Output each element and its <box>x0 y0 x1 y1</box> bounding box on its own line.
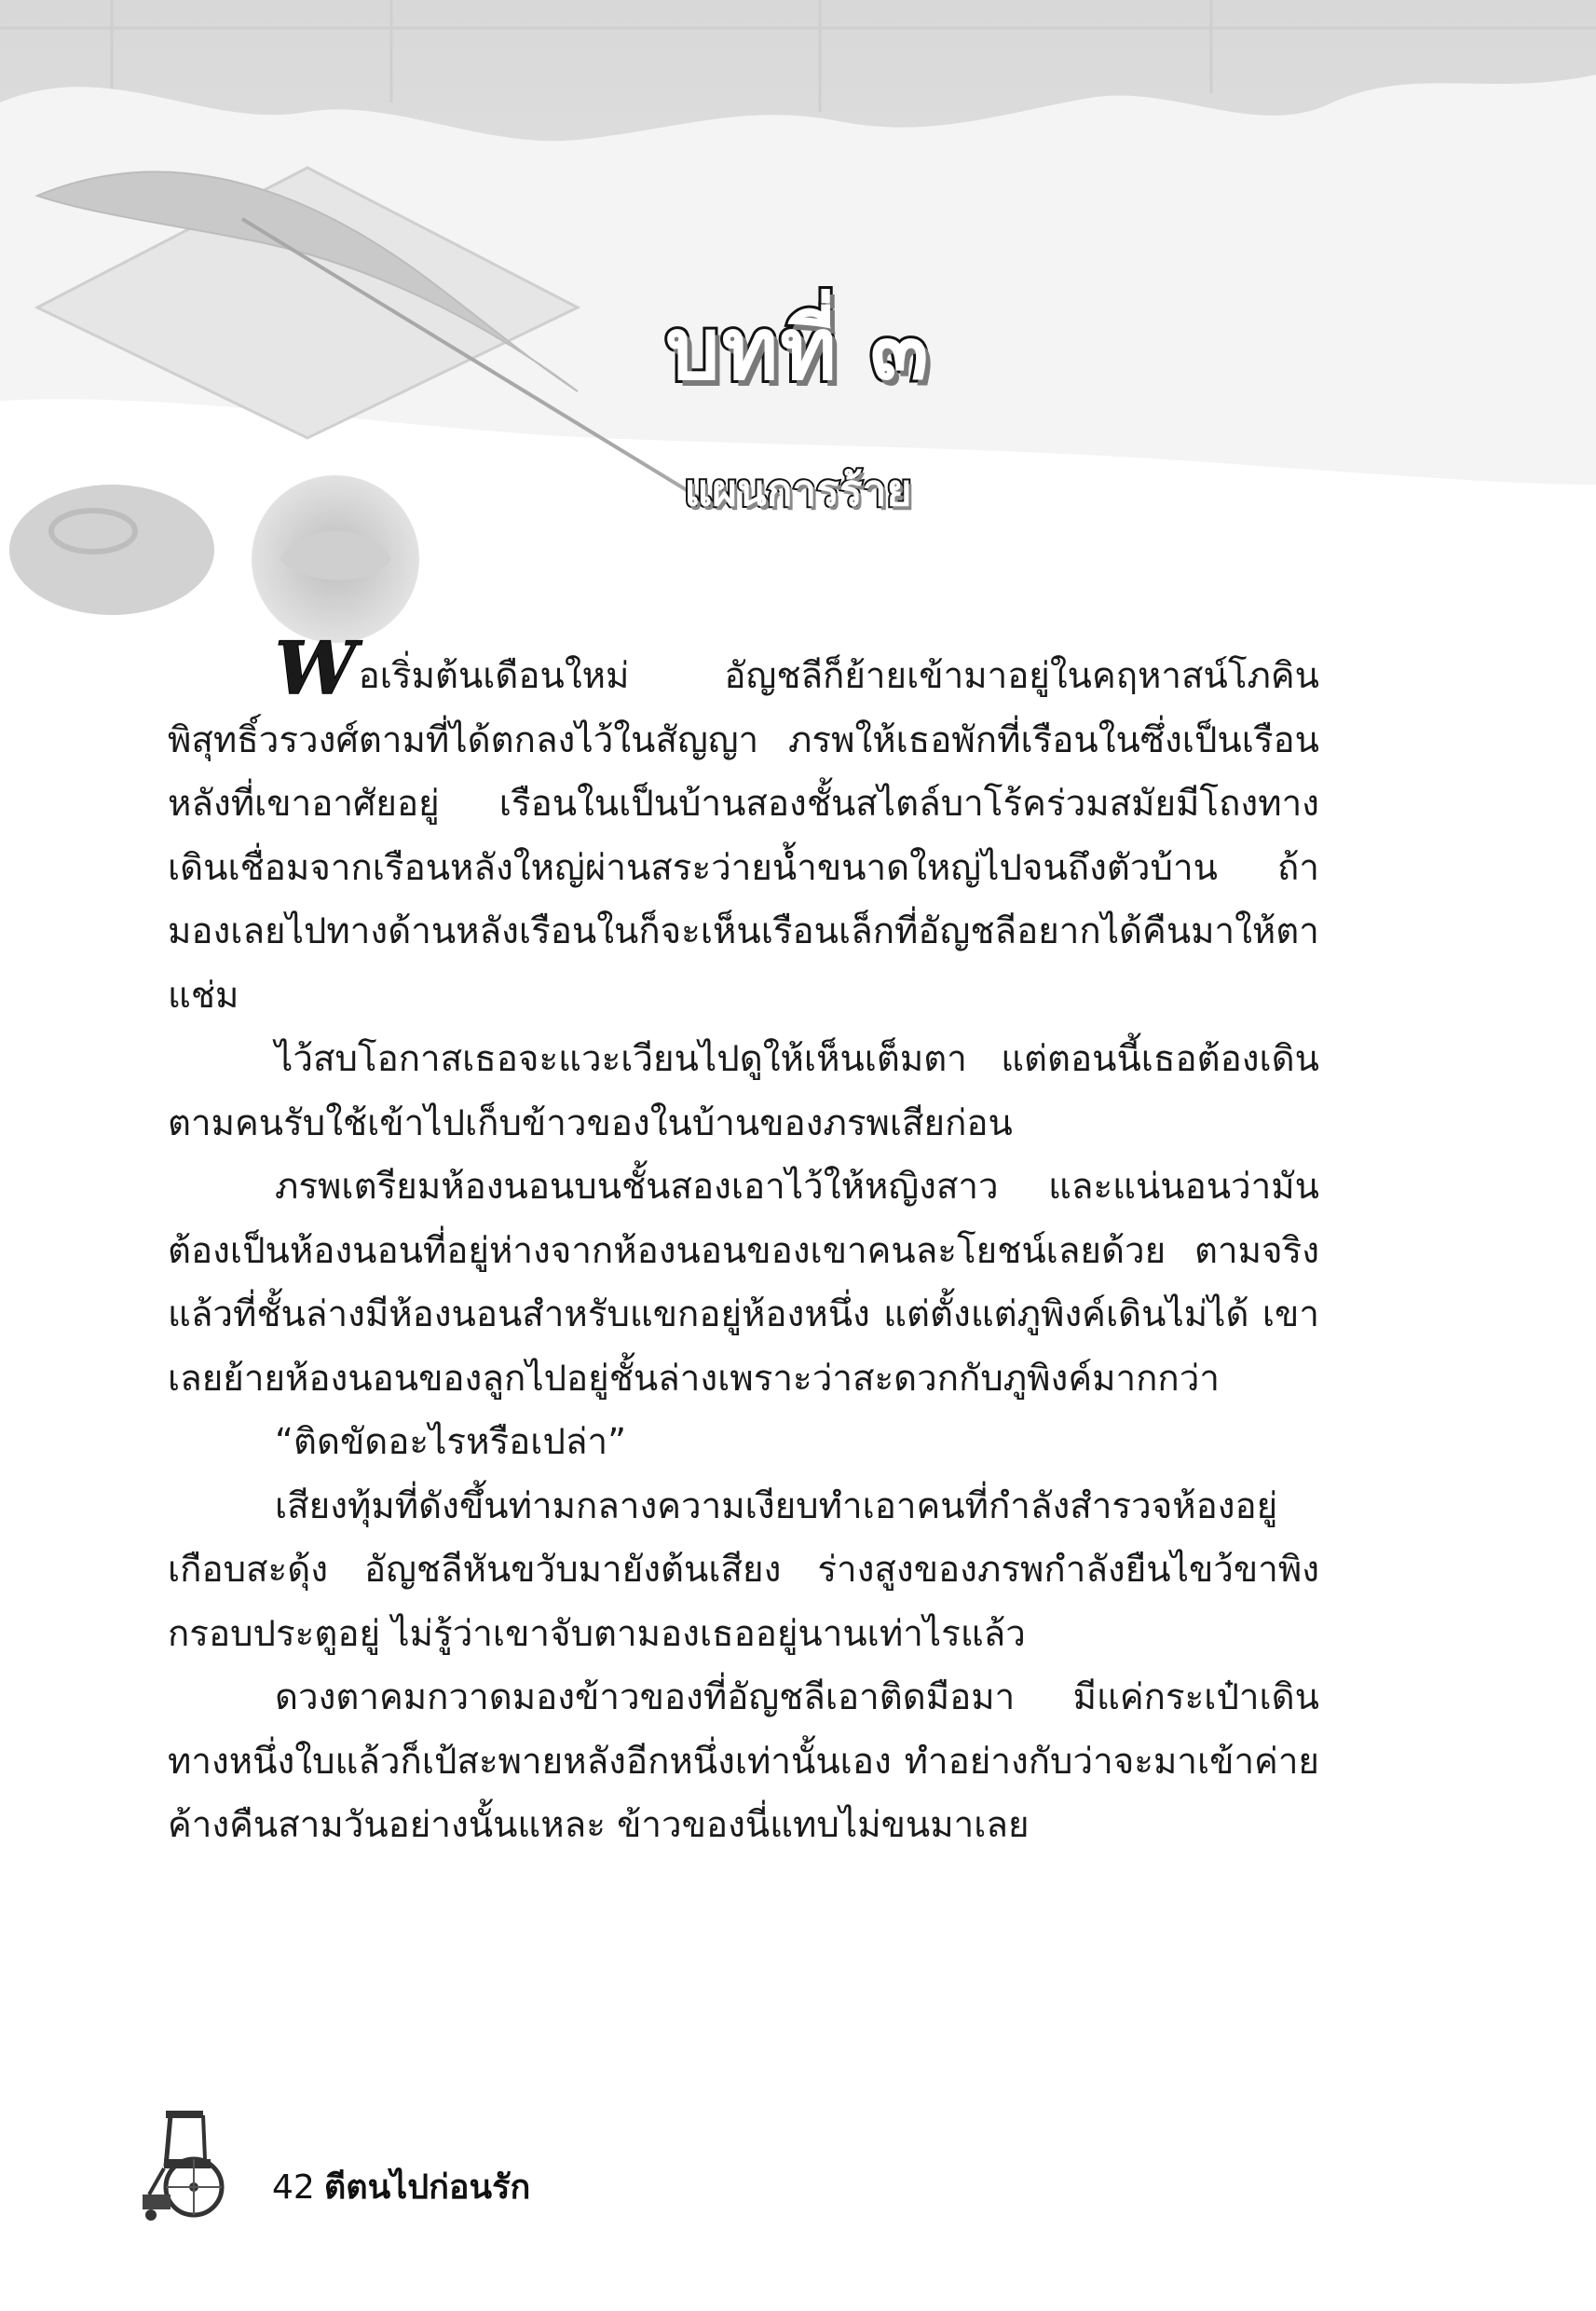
page-number: 42 <box>272 2168 315 2207</box>
paragraph: เสียงทุ้มที่ดังขึ้นท่ามกลางความเงียบทำเอาคนที่กำลังสำรวจห้องอยู่เกือบสะดุ้ง อัญชลีหันขวับมายังต้นเสียง ร่างสูงของภรพกำลังยืนไขว้ขาพิงกรอบประตูอยู่ ไม่รู้ว่าเขาจับตามองเธออยู่นานเท่าไรแล้ว <box>168 1484 1319 1655</box>
chapter-title: บทที่ ๓ <box>665 298 931 399</box>
book-title: ตีตนไปก่อนรัก <box>323 2168 531 2207</box>
page-footer <box>272 2160 530 2213</box>
paragraph-text: อเริ่มต้นเดือนใหม่ อัญชลีก็ย้ายเข้ามาอยู่ในคฤหาสน์โภคินพิสุทธิ์วรวงศ์ตามที่ได้ตกลงไว้ในสัญญา ภรพให้เธอพักที่เรือนในซึ่งเป็นเรือนหลังที่เขาอาศัยอยู่ เรือนในเป็นบ้านสองชั้นสไตล์บาโร้คร่วมสมัยมีโถงทางเดินเชื่อมจากเรือนหลังใหญ่ผ่านสระว่ายน้ำขนาดใหญ่ไปจนถึงตัวบ้าน ถ้ามองเลยไปทางด้านหลังเรือนในก็จะเห็นเรือนเล็กที่อัญชลีอยากได้คืนมาให้ตาแช่ม <box>168 655 1319 1017</box>
paragraph: ดวงตาคมกวาดมองข้าวของที่อัญชลีเอาติดมือมา มีแค่กระเป๋าเดินทางหนึ่งใบแล้วก็เป้สะพายหลังอีกหนึ่งเท่านั้นเอง ทำอย่างกับว่าจะมาเข้าค่ายค้างคืนสามวันอย่างนั้นแหละ ข้าวของนี่แทบไม่ขนมาเลย <box>168 1676 1319 1846</box>
paragraph: ไว้สบโอกาสเธอจะแวะเวียนไปดูให้เห็นเต็มตา แต่ตอนนี้เธอต้องเดินตามคนรับใช้เข้าไปเก็บข้าวของในบ้านของภรพเสียก่อน <box>168 1038 1319 1144</box>
chapter-body <box>168 626 1319 1858</box>
paragraph: “ติดขัดอะไรหรือเปล่า” <box>275 1421 627 1463</box>
chapter-subtitle: แผนการร้าย <box>684 465 912 515</box>
drop-cap: W <box>275 626 357 711</box>
wheelchair-icon <box>138 2101 231 2222</box>
paragraph: ภรพเตรียมห้องนอนบนชั้นสองเอาไว้ให้หญิงสาว และแน่นอนว่ามันต้องเป็นห้องนอนที่อยู่ห่างจากห้องนอนของเขาคนละโยชน์เลยด้วย ตามจริงแล้วที่ชั้นล่างมีห้องนอนสำหรับแขกอยู่ห้องหนึ่ง แต่ตั้งแต่ภูพิงค์เดินไม่ได้ เขาเลยย้ายห้องนอนของลูกไปอยู่ชั้นล่างเพราะว่าสะดวกกับภูพิงค์มากกว่า <box>168 1166 1319 1400</box>
paragraph <box>168 626 1319 1028</box>
